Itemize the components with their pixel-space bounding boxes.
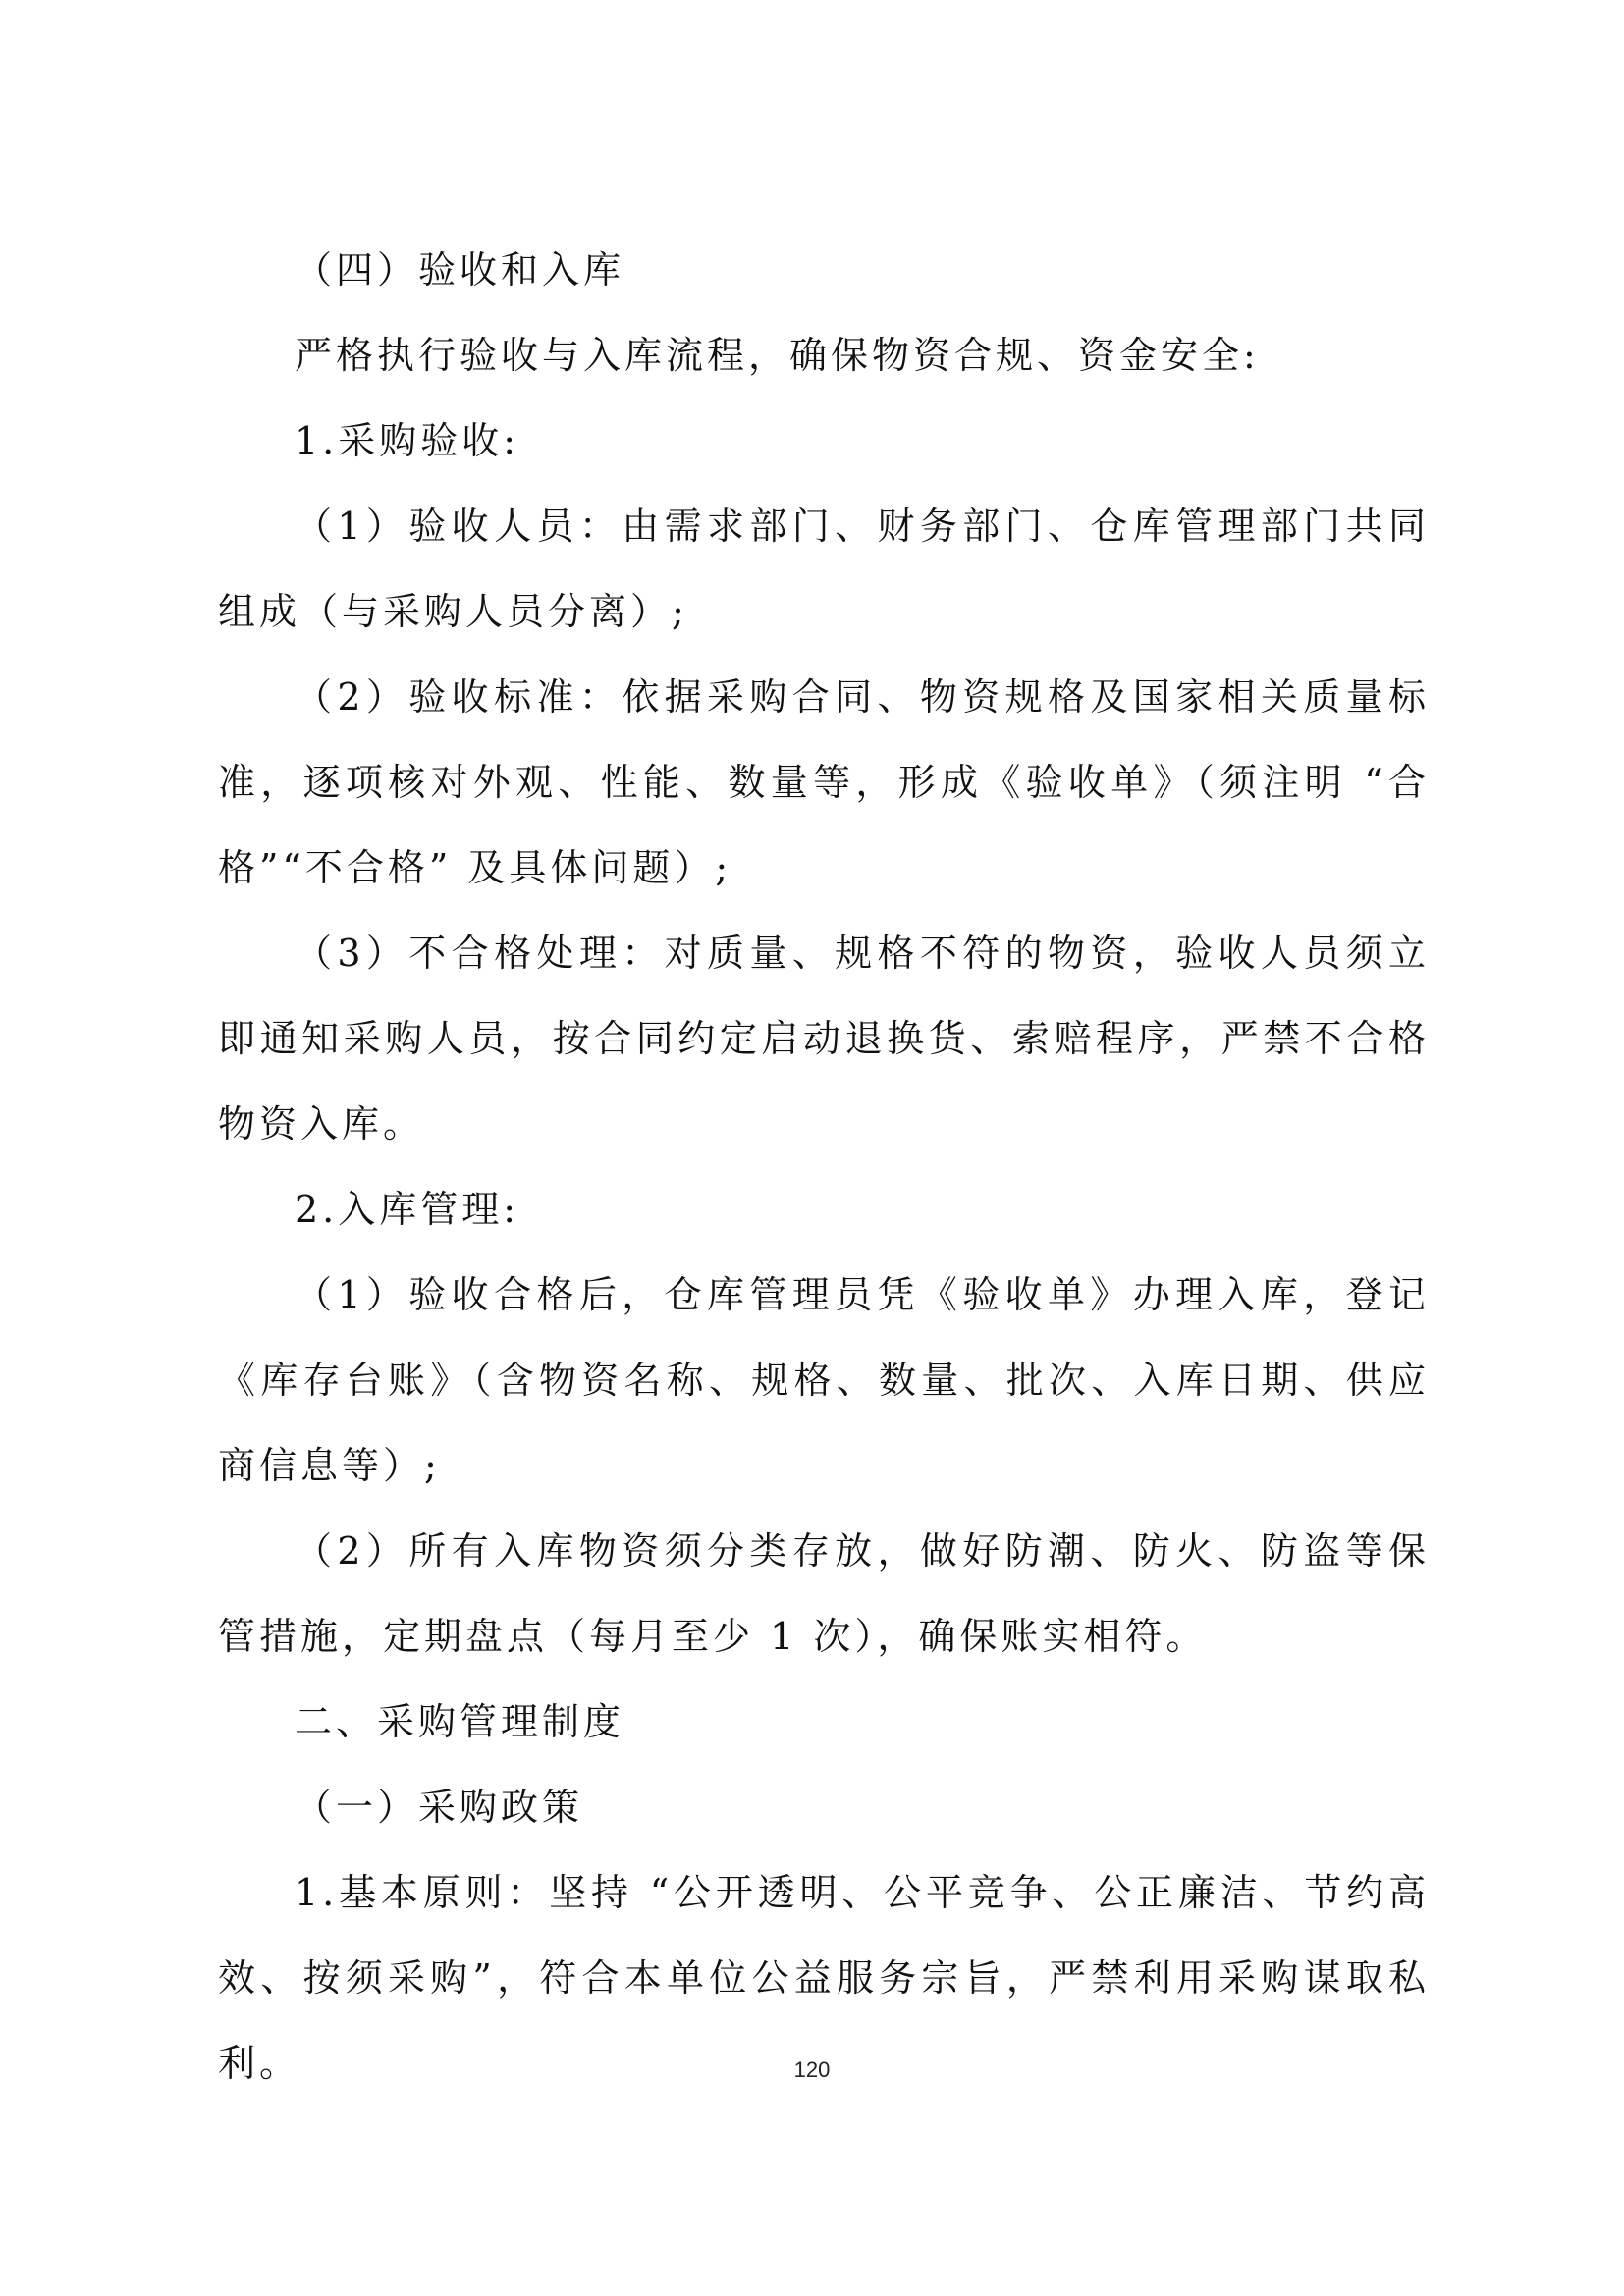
page-body	[218, 228, 1430, 2107]
paragraph-warehouse-entry: （1）验收合格后，仓库管理员凭《验收单》办理入库，登记《库存台账》（含物资名称、规格、数量、批次、入库日期、供应商信息等）;	[218, 1273, 1430, 1487]
paragraph-storage-measures: （2）所有入库物资须分类存放，做好防潮、防火、防盗等保管措施，定期盘点（每月至少 1 次），确保账实相符。	[218, 1529, 1430, 1658]
paragraph-nonconforming-handling: （3）不合格处理：对质量、规格不符的物资，验收人员须立即通知采购人员，按合同约定启动退换货、索赔程序，严禁不合格物资入库。	[218, 932, 1430, 1146]
section-heading-acceptance: （四）验收和入库	[295, 248, 625, 292]
section-heading-procurement-system: 二、采购管理制度	[295, 1700, 625, 1743]
subheading-warehouse-management: 2.入库管理:	[295, 1188, 520, 1231]
subheading-procurement-policy: （一）采购政策	[295, 1786, 584, 1829]
paragraph-basic-principles: 1.基本原则：坚持 “公开透明、公平竞争、公正廉洁、节约高效、按须采购”，符合本单位公益服务宗旨，严禁利用采购谋取私利。	[218, 1871, 1430, 2085]
paragraph-acceptance-standard: （2）验收标准：依据采购合同、物资规格及国家相关质量标准，逐项核对外观、性能、数量等，形成《验收单》（须注明 “合格”“不合格” 及具体问题）;	[218, 675, 1430, 889]
paragraph-intro: 严格执行验收与入库流程，确保物资合规、资金安全:	[295, 334, 1260, 377]
page-number: 120	[793, 2057, 831, 2082]
paragraph-acceptance-staff: （1）验收人员：由需求部门、财务部门、仓库管理部门共同组成（与采购人员分离）;	[218, 505, 1430, 633]
subheading-procurement-acceptance: 1.采购验收:	[295, 419, 520, 462]
